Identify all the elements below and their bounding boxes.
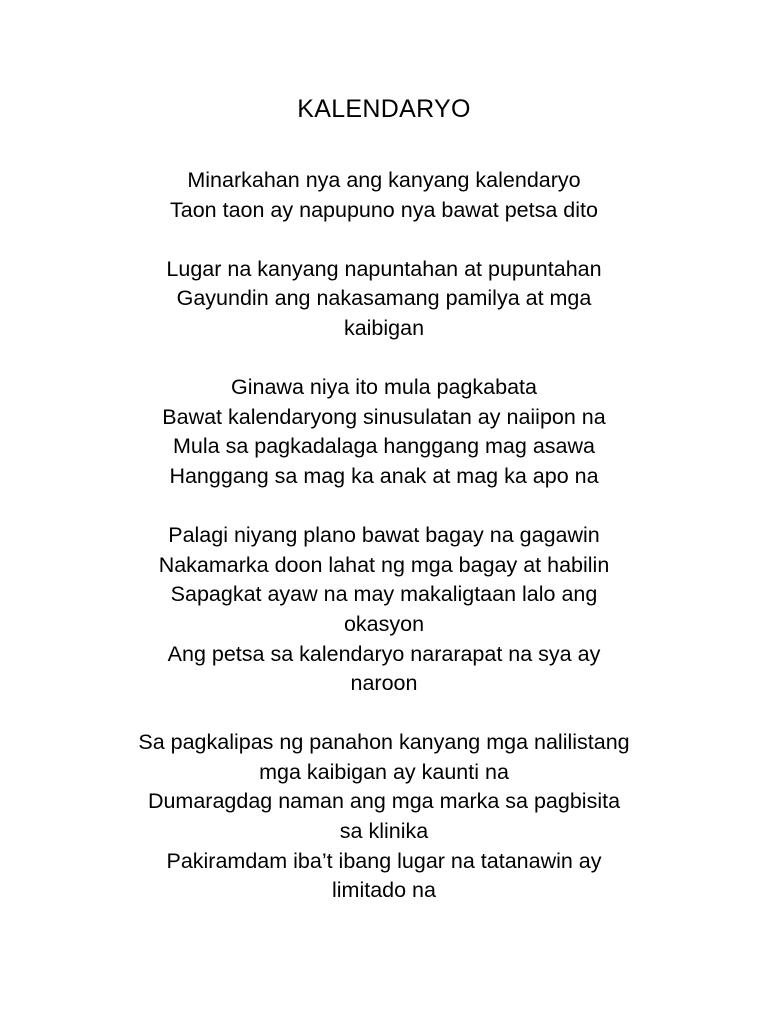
- poem-line: Sapagkat ayaw na may makaligtaan lalo ang: [170, 582, 598, 607]
- stanza-3: [60, 373, 708, 491]
- poem-line: Minarkahan nya ang kanyang kalendaryo: [187, 168, 581, 192]
- poem-line: Gayundin ang nakasamang pamilya at mga: [176, 286, 592, 311]
- poem-line: mga kaibigan ay kaunti na: [259, 759, 509, 784]
- poem-line: Nakamarka doon lahat ng mga bagay at habilin: [158, 552, 610, 577]
- poem-line: limitado na: [332, 878, 436, 903]
- poem-line: Hanggang sa mag ka anak at mag ka apo na: [169, 463, 599, 488]
- poem-line: sa klinika: [339, 819, 429, 844]
- stanza-2: [60, 255, 708, 344]
- poem-body: [60, 166, 708, 935]
- poem-line: Sa pagkalipas ng panahon kanyang mga nalilistang: [138, 730, 630, 755]
- poem-line: Mula sa pagkadalaga hanggang mag asawa: [173, 434, 595, 459]
- poem-line: naroon: [350, 671, 418, 696]
- stanza-1: [60, 166, 708, 225]
- poem-line: Ginawa niya ito mula pagkabata: [231, 375, 537, 400]
- poem-line: Palagi niyang plano bawat bagay na gagawin: [168, 523, 600, 548]
- poem-line: Pakiramdam iba’t ibang lugar na tatanawin ay: [166, 848, 602, 873]
- poem-line: Bawat kalendaryong sinusulatan ay naiipon na: [162, 404, 606, 429]
- poem-line: kaibigan: [343, 315, 425, 340]
- poem-line: Taon taon ay napupuno nya bawat petsa dito: [170, 197, 598, 222]
- poem-line: Dumaragdag naman ang mga marka sa pagbisita: [147, 789, 621, 814]
- stanza-5: [60, 728, 708, 906]
- stanza-4: [60, 521, 708, 699]
- poem-title: KALENDARYO: [297, 95, 471, 123]
- poem-line: okasyon: [343, 611, 425, 636]
- poem-line: Ang petsa sa kalendaryo nararapat na sya ay: [167, 641, 601, 666]
- poem-line: Lugar na kanyang napuntahan at pupuntahan: [166, 256, 602, 281]
